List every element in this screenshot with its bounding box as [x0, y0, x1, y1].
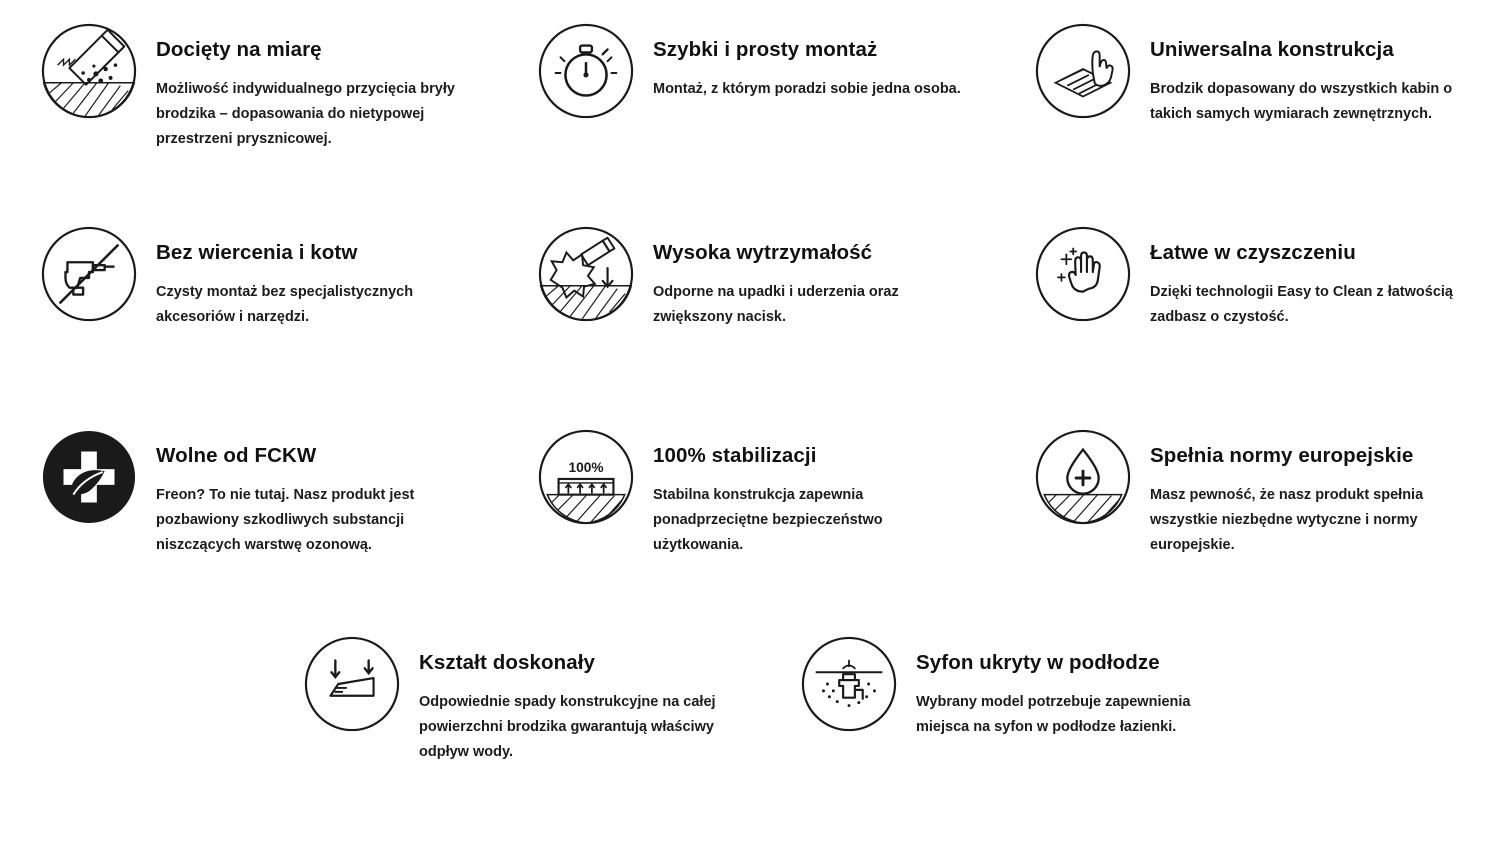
- feature-title: Wysoka wytrzymałość: [653, 241, 873, 264]
- feature-title: Wolne od FCKW: [156, 444, 317, 467]
- feature-texts: [156, 428, 466, 559]
- feature-texts: [653, 428, 963, 559]
- european-norms-water-drop-icon: [1034, 428, 1132, 526]
- feature-item: [994, 211, 1485, 414]
- feature-texts: [1150, 22, 1457, 127]
- feature-texts: [1150, 225, 1457, 330]
- stability-badge-label: 100%: [568, 460, 604, 476]
- feature-item: [0, 414, 497, 617]
- features-bottom-row: [263, 621, 1485, 766]
- cfc-free-leaf-icon: [40, 428, 138, 526]
- feature-item: [497, 211, 994, 414]
- feature-title: Spełnia normy europejskie: [1150, 444, 1414, 467]
- feature-texts: [156, 225, 466, 330]
- feature-description: Wybrany model potrzebuje zapewnienia miejsca na syfon w podłodze łazienki.: [916, 693, 1191, 735]
- feature-title: Bez wiercenia i kotw: [156, 241, 358, 264]
- stability-100-percent-icon: [537, 428, 635, 526]
- feature-texts: [916, 635, 1229, 740]
- feature-item: [994, 414, 1485, 617]
- feature-description: Freon? To nie tutaj. Nasz produkt jest pozbawiony szkodliwych substancji niszczących warstwę ozonową.: [156, 486, 415, 554]
- feature-title: Łatwe w czyszczeniu: [1150, 241, 1356, 264]
- feature-description: Czysty montaż bez specjalistycznych akcesoriów i narzędzi.: [156, 283, 414, 325]
- feature-description: Montaż, z którym poradzi sobie jedna osoba.: [653, 80, 961, 97]
- feature-title: Syfon ukryty w podłodze: [916, 651, 1160, 674]
- feature-texts: [653, 225, 963, 330]
- feature-description: Stabilna konstrukcja zapewnia ponadprzeciętne bezpieczeństwo użytkowania.: [653, 486, 883, 554]
- feature-title: Szybki i prosty montaż: [653, 38, 878, 61]
- universal-construction-hand-icon: [1034, 22, 1132, 120]
- perfect-shape-slope-icon: [303, 635, 401, 733]
- impact-resistance-icon: [537, 225, 635, 323]
- feature-description: Brodzik dopasowany do wszystkich kabin o takich samych wymiarach zewnętrznych.: [1150, 80, 1453, 122]
- feature-item: [263, 621, 760, 766]
- easy-to-clean-hand-icon: [1034, 225, 1132, 323]
- feature-title: Uniwersalna konstrukcja: [1150, 38, 1394, 61]
- feature-item: [994, 8, 1485, 211]
- feature-item: [497, 414, 994, 617]
- feature-texts: [653, 22, 961, 102]
- feature-description: Odpowiednie spady konstrukcyjne na całej powierzchni brodzika gwarantują właściwy odpływ wody.: [419, 693, 716, 761]
- feature-item: [760, 621, 1257, 766]
- feature-texts: [1150, 428, 1457, 559]
- feature-texts: [419, 635, 732, 766]
- feature-description: Dzięki technologii Easy to Clean z łatwością zadbasz o czystość.: [1150, 283, 1453, 325]
- feature-item: [0, 8, 497, 211]
- feature-texts: [156, 22, 466, 153]
- feature-title: 100% stabilizacji: [653, 444, 817, 467]
- hidden-siphon-icon: [800, 635, 898, 733]
- saw-cut-to-size-icon: [40, 22, 138, 120]
- feature-description: Odporne na upadki i uderzenia oraz zwiększony nacisk.: [653, 283, 899, 325]
- no-drilling-drill-icon: [40, 225, 138, 323]
- feature-description: Masz pewność, że nasz produkt spełnia wszystkie niezbędne wytyczne i normy europejskie.: [1150, 486, 1424, 554]
- feature-item: [497, 8, 994, 211]
- feature-description: Możliwość indywidualnego przycięcia bryły brodzika – dopasowania do nietypowej przestrzeni prysznicowej.: [156, 80, 455, 148]
- feature-item: [0, 211, 497, 414]
- feature-title: Docięty na miarę: [156, 38, 322, 61]
- feature-title: Kształt doskonały: [419, 651, 595, 674]
- stopwatch-icon: [537, 22, 635, 120]
